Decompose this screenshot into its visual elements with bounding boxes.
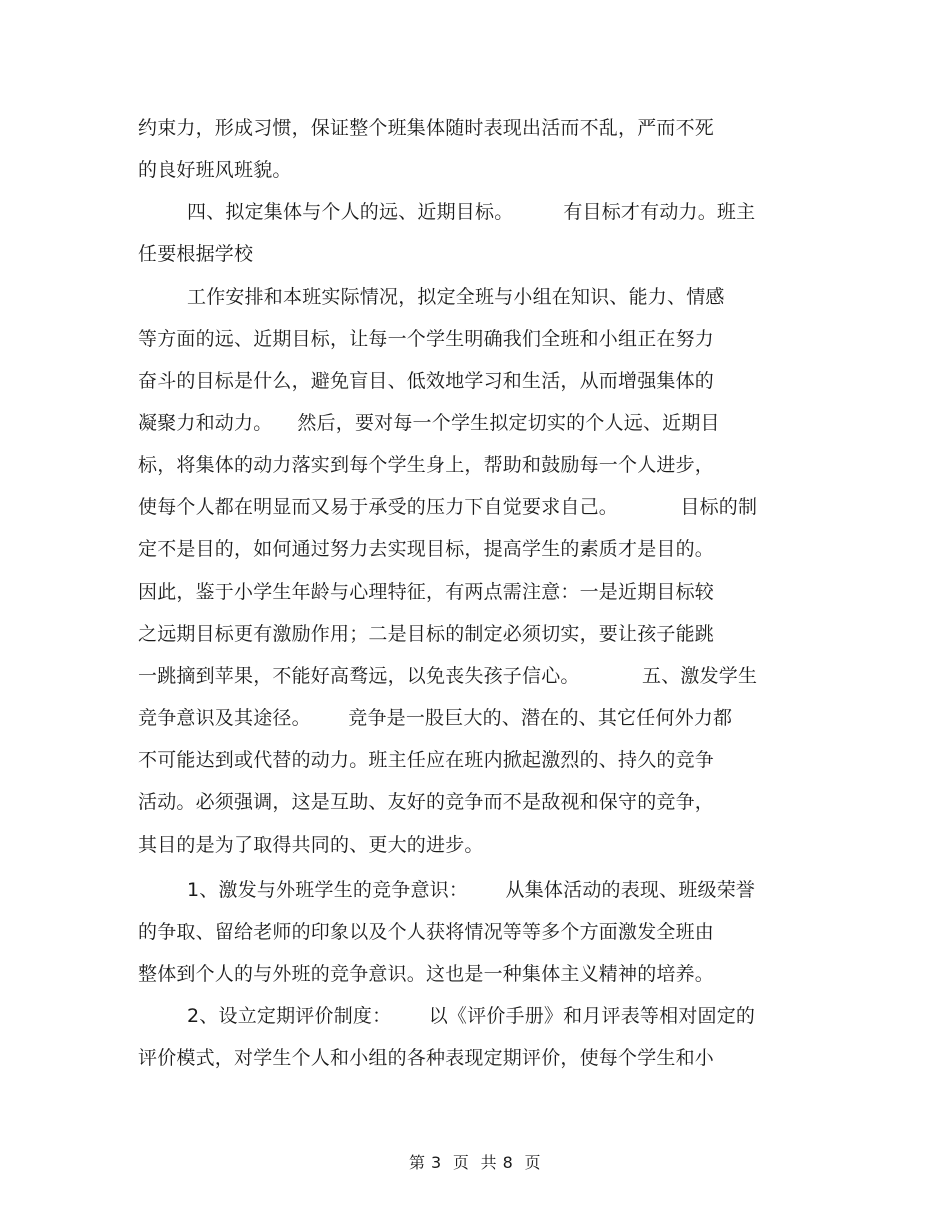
text-line: 使每个人都在明显而又易于承受的压力下自觉要求自己。 目标的制 xyxy=(138,496,758,518)
text-line: 凝聚力和动力。 然后，要对每一个学生拟定切实的个人远、近期目 xyxy=(138,412,720,434)
text-line: 活动。必须强调，这是互助、友好的竞争而不是敌视和保守的竞争， xyxy=(138,791,715,813)
text-line: 1、激发与外班学生的竞争意识： 从集体活动的表现、班级荣誉 xyxy=(187,879,756,901)
text-line: 因此，鉴于小学生年龄与心理特征，有两点需注意：一是近期目标较 xyxy=(138,581,715,603)
text-line: 整体到个人的与外班的竞争意识。这也是一种集体主义精神的培养。 xyxy=(138,963,715,985)
text-line: 的良好班风班貌。 xyxy=(138,159,292,181)
text-line: 标，将集体的动力落实到每个学生身上，帮助和鼓励每一个人进步， xyxy=(138,454,715,476)
page-number-footer: 第 3 页 共 8 页 xyxy=(408,1153,542,1172)
text-line: 奋斗的目标是什么，避免盲目、低效地学习和生活，从而增强集体的 xyxy=(138,370,715,392)
text-line: 竞争意识及其途径。 竞争是一股巨大的、潜在的、其它任何外力都 xyxy=(138,707,733,729)
text-line: 2、设立定期评价制度： 以《评价手册》和月评表等相对固定的 xyxy=(187,1005,756,1027)
text-line: 等方面的远、近期目标，让每一个学生明确我们全班和小组正在努力 xyxy=(138,328,715,350)
text-line: 任要根据学校 xyxy=(138,243,254,265)
text-line: 工作安排和本班实际情况，拟定全班与小组在知识、能力、情感 xyxy=(187,286,725,308)
text-line: 一跳摘到苹果，不能好高骛远，以免丧失孩子信心。 五、激发学生 xyxy=(138,665,758,687)
text-line: 其目的是为了取得共同的、更大的进步。 xyxy=(138,834,484,856)
text-line: 评价模式，对学生个人和小组的各种表现定期评价，使每个学生和小 xyxy=(138,1047,715,1069)
text-line: 四、拟定集体与个人的远、近期目标。 有目标才有动力。班主 xyxy=(187,201,756,223)
text-line: 约束力，形成习惯，保证整个班集体随时表现出活而不乱，严而不死 xyxy=(138,117,715,139)
text-line: 的争取、留给老师的印象以及个人获将情况等等多个方面激发全班由 xyxy=(138,921,715,943)
text-line: 不可能达到或代替的动力。班主任应在班内掀起激烈的、持久的竞争 xyxy=(138,749,715,771)
text-line: 之远期目标更有激励作用；二是目标的制定必须切实，要让孩子能跳 xyxy=(138,623,715,645)
text-line: 定不是目的，如何通过努力去实现目标，提高学生的素质才是目的。 xyxy=(138,538,715,560)
